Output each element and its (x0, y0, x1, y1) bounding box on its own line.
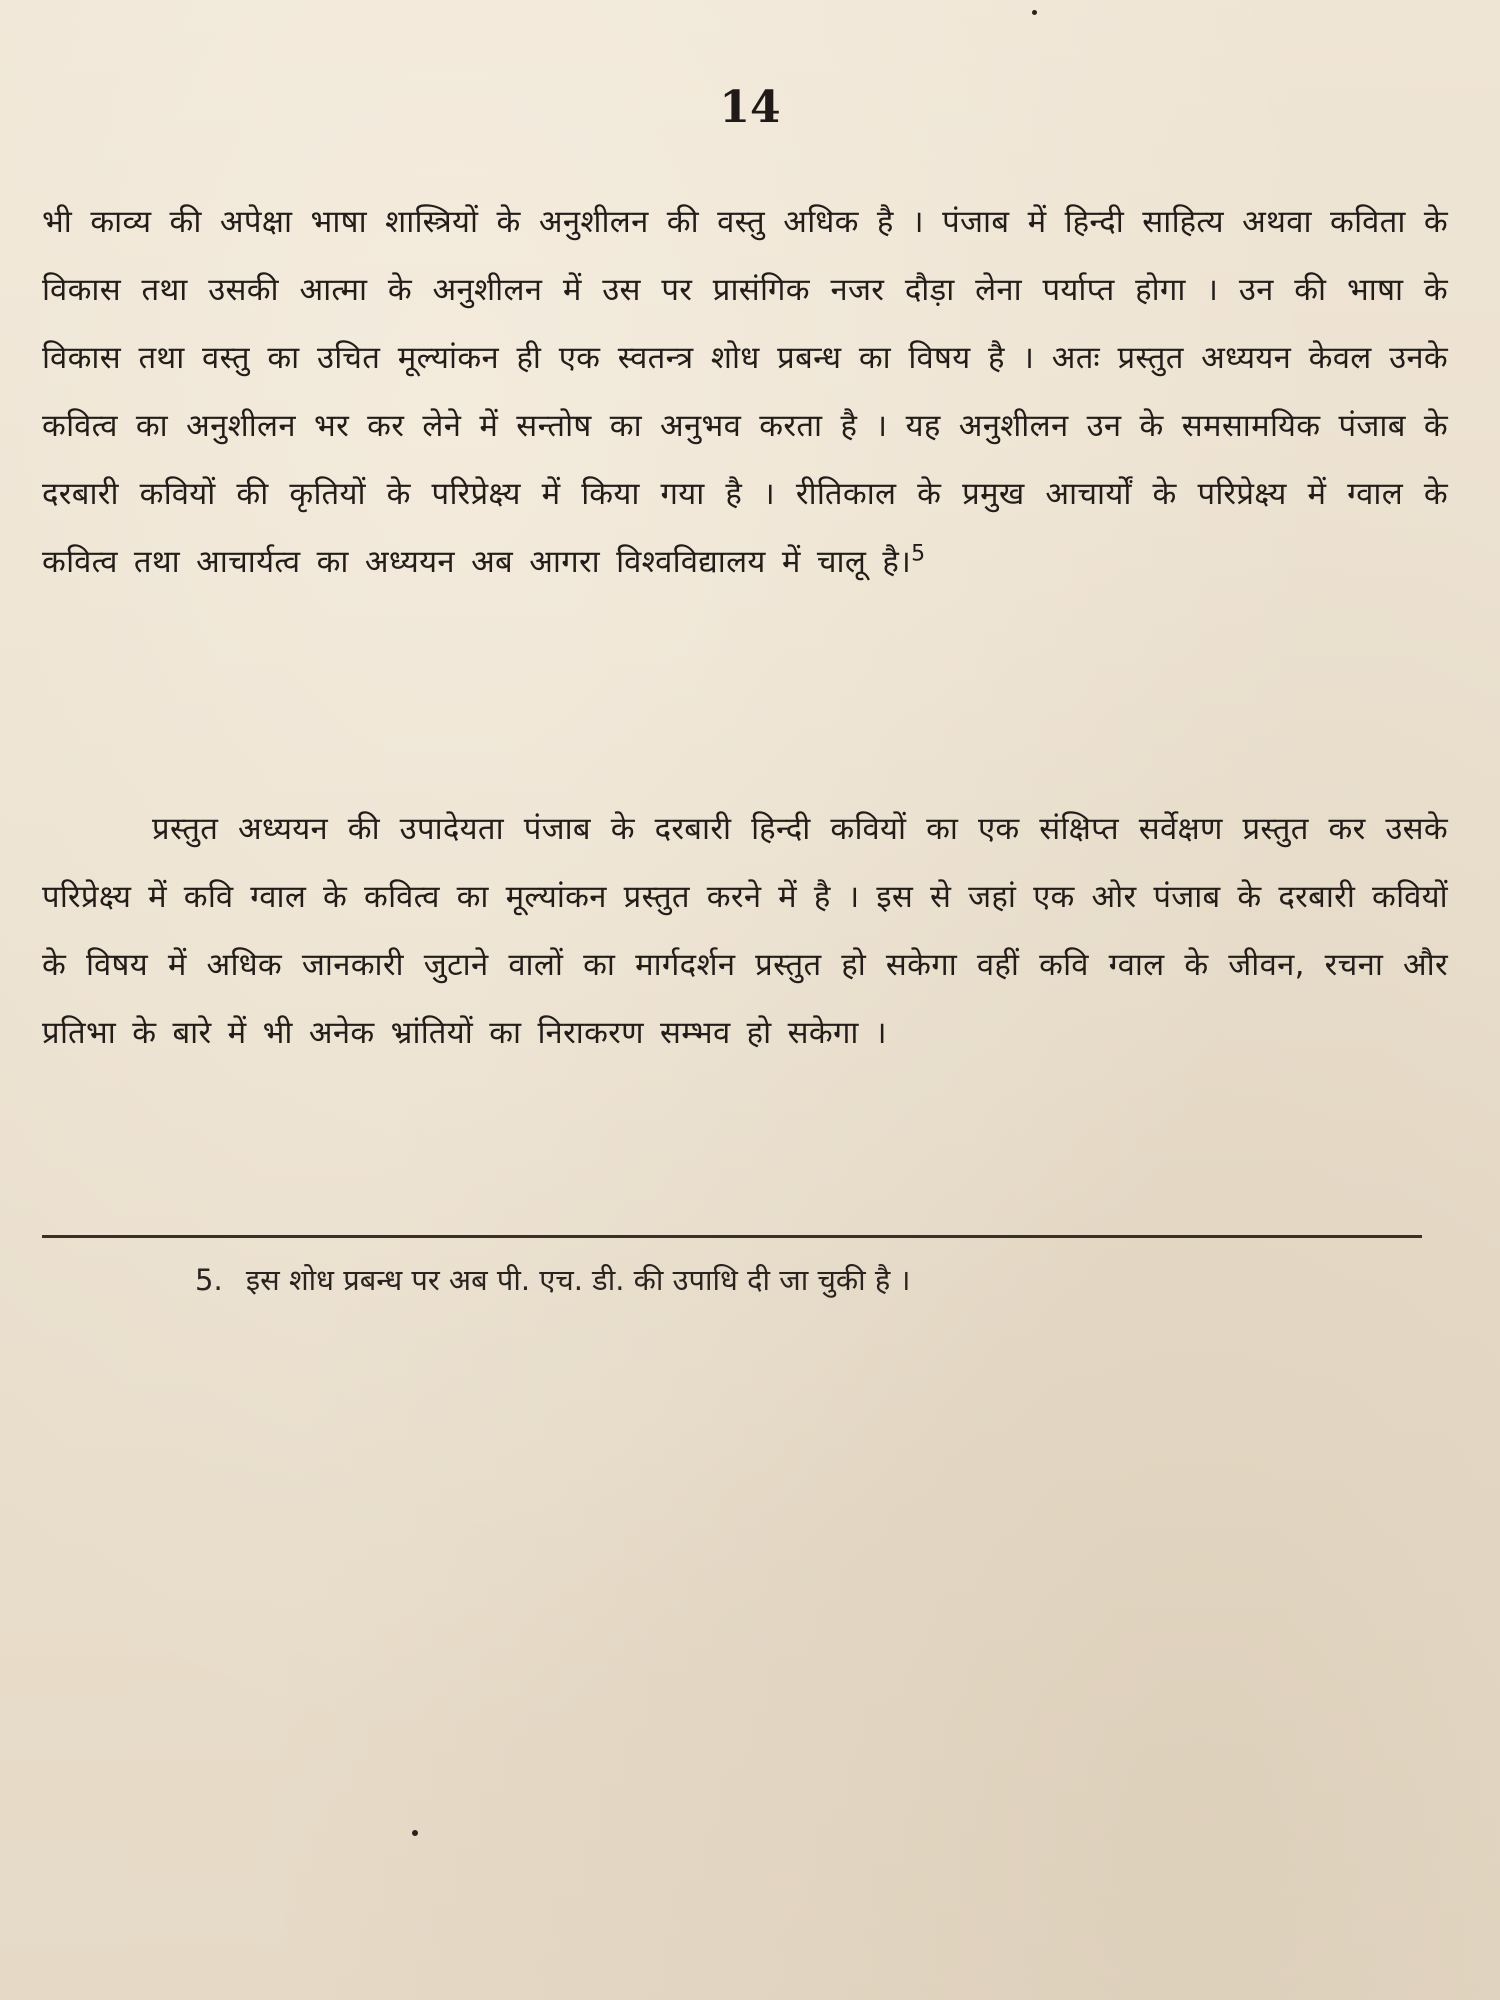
paragraph-2: प्रस्तुत अध्ययन की उपादेयता पंजाब के दरबारी हिन्दी कवियों का एक संक्षिप्त सर्वेक्षण प्रस्तुत कर उसके परिप्रेक्ष्य में कवि ग्वाल के कवित्व का मूल्यांकन प्रस्तुत करने में है । इस से जहां एक ओर पंजाब के दरबारी कवियों के विषय में अधिक जानकारी जुटाने वालों का मार्गदर्शन प्रस्तुत हो सकेगा वहीं कवि ग्वाल के जीवन, रचना और प्रतिभा के बारे में भी अनेक भ्रांतियों का निराकरण सम्भव हो सकेगा । (42, 811, 1448, 1051)
paper-speck (412, 1830, 418, 1836)
paper-speck (1032, 10, 1037, 15)
paragraph-1 (42, 188, 1448, 748)
footnote-reference: 5 (911, 541, 926, 567)
footnote (195, 1255, 1395, 1305)
page-number: 14 (719, 82, 781, 133)
footnote-text: इस शोध प्रबन्ध पर अब पी. एच. डी. की उपाधि दी जा चुकी है । (245, 1263, 911, 1297)
footnote-divider (42, 1235, 1422, 1238)
paragraph-1-text: भी काव्य की अपेक्षा भाषा शास्त्रियों के अनुशीलन की वस्तु अधिक है । पंजाब में हिन्दी साहित्य अथवा कविता के विकास तथा उसकी आत्मा के अनुशीलन में उस पर प्रासंगिक नजर दौड़ा लेना पर्याप्त होगा । उन की भाषा के विकास तथा वस्तु का उचित मूल्यांकन ही एक स्वतन्त्र शोध प्रबन्ध का विषय है । अतः प्रस्तुत अध्ययन केवल उनके कवित्व का अनुशीलन भर कर लेने में सन्तोष का अनुभव करता है । यह अनुशीलन उन के समसामयिक पंजाब के दरबारी कवियों की कृतियों के परिप्रेक्ष्य में किया गया है । रीतिकाल के प्रमुख आचार्यों के परिप्रेक्ष्य में ग्वाल के कवित्व तथा आचार्यत्व का अध्ययन अब आगरा विश्वविद्यालय में चालू है। (42, 204, 1448, 580)
footnote-number: 5. (195, 1263, 223, 1297)
